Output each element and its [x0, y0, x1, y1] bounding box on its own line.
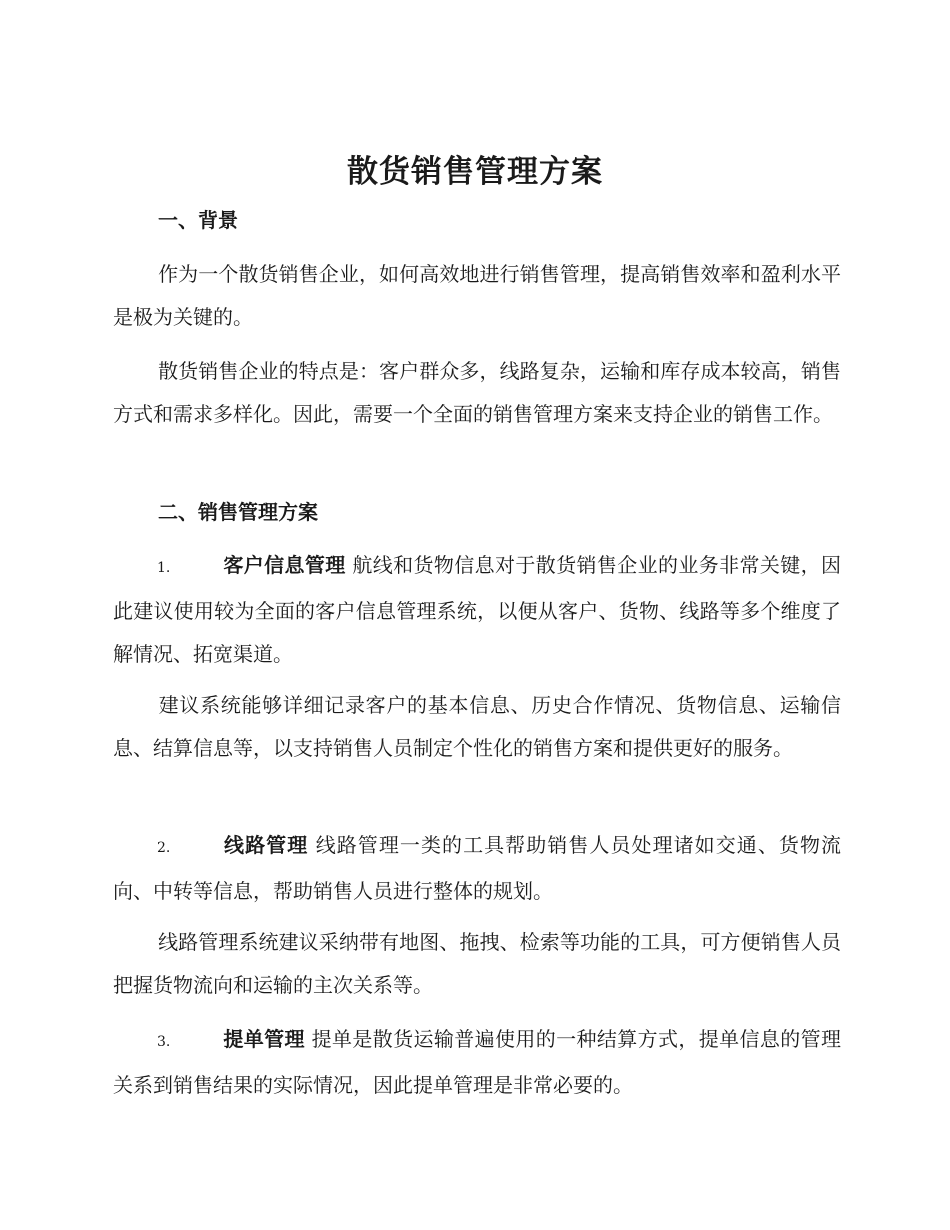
list-item-customer-info — [113, 544, 841, 676]
list-item-text: 提单是散货运输普遍使用的一种结算方式，提单信息的管理关系到销售结果的实际情况，因此提单管理是非常必要的。 — [113, 1027, 842, 1097]
paragraph-background-1 — [113, 253, 841, 339]
list-number: 1. — [157, 560, 171, 576]
list-item-term: 客户信息管理 — [223, 553, 346, 577]
list-number: 3. — [157, 1034, 171, 1050]
paragraph-text: 作为一个散货销售企业，如何高效地进行销售管理，提高销售效率和盈利水平是极为关键的。 — [113, 262, 841, 329]
list-item-text: 航线和货物信息对于散货销售企业的业务非常关键，因此建议使用较为全面的客户信息管理系统，以便从客户、货物、线路等多个维度了解情况、拓宽渠道。 — [113, 553, 842, 666]
list-number: 2. — [157, 840, 171, 856]
list-item-bill-of-lading — [113, 1018, 841, 1107]
list-item-term: 线路管理 — [223, 833, 309, 857]
document-title: 散货销售管理方案 — [347, 154, 603, 190]
paragraph-background-2 — [113, 350, 841, 436]
paragraph-route-followup — [113, 921, 841, 1007]
list-item-text: 线路管理一类的工具帮助销售人员处理诸如交通、货物流向、中转等信息，帮助销售人员进行整体的规划。 — [113, 833, 842, 903]
paragraph-text: 线路管理系统建议采纳带有地图、拖拽、检索等功能的工具，可方便销售人员把握货物流向和运输的主次关系等。 — [113, 930, 841, 997]
section-heading-plan: 二、销售管理方案 — [158, 500, 318, 524]
paragraph-text: 建议系统能够详细记录客户的基本信息、历史合作情况、货物信息、运输信息、结算信息等，以支持销售人员制定个性化的销售方案和提供更好的服务。 — [113, 693, 841, 760]
paragraph-customer-followup — [113, 684, 841, 770]
list-item-route-management — [113, 824, 841, 913]
paragraph-text: 散货销售企业的特点是：客户群众多，线路复杂，运输和库存成本较高，销售方式和需求多样化。因此，需要一个全面的销售管理方案来支持企业的销售工作。 — [113, 359, 841, 426]
section-heading-background: 一、背景 — [158, 208, 238, 232]
list-item-term: 提单管理 — [223, 1027, 305, 1051]
